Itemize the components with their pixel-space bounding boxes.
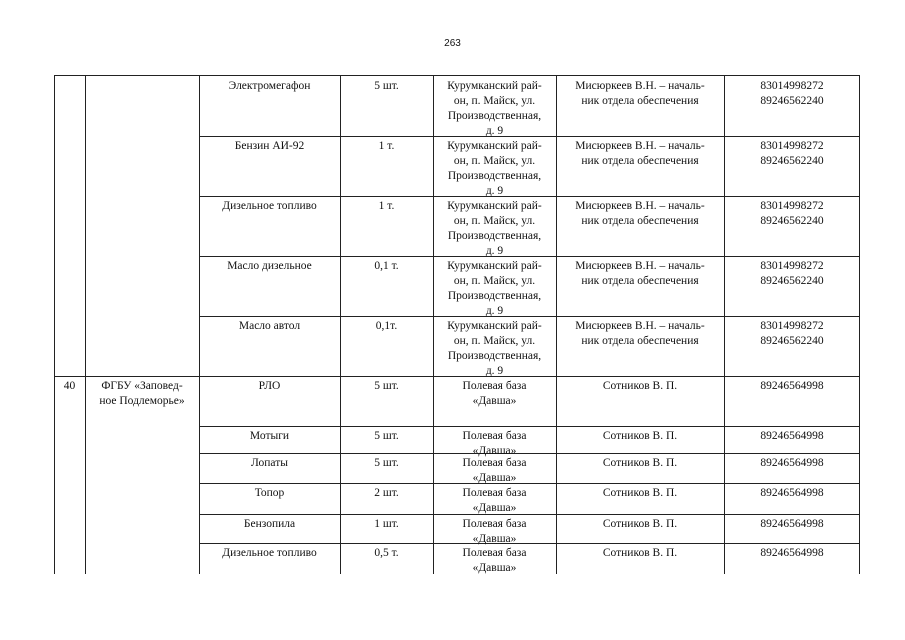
location-cell bbox=[435, 139, 554, 199]
item-name-cell-line: Электромегафон bbox=[228, 80, 311, 92]
location-cell-line: он, п. Майск, ул. bbox=[453, 275, 536, 287]
phone-cell-line: 89246564998 bbox=[760, 457, 824, 469]
location-cell-line: «Давша» bbox=[472, 395, 517, 407]
responsible-person-cell bbox=[558, 319, 722, 349]
responsible-person-cell-line: Сотников В. П. bbox=[602, 518, 678, 530]
responsible-person-cell-line: Сотников В. П. bbox=[602, 457, 678, 469]
phone-cell-line: 89246562240 bbox=[760, 155, 824, 167]
location-cell-line: «Давша» bbox=[472, 472, 517, 484]
item-name-cell-line: Дизельное топливо bbox=[222, 547, 317, 559]
location-cell bbox=[435, 379, 554, 409]
location-cell-line: Курумканский рай- bbox=[447, 140, 542, 152]
location-cell bbox=[435, 517, 554, 547]
responsible-person-cell-line: ник отдела обеспечения bbox=[581, 335, 699, 347]
location-cell-line: д. 9 bbox=[485, 125, 504, 137]
responsible-person-cell bbox=[558, 486, 722, 501]
responsible-person-cell bbox=[558, 429, 722, 444]
phone-cell-line: 89246562240 bbox=[760, 95, 824, 107]
table-vline bbox=[433, 76, 434, 574]
responsible-person-cell bbox=[558, 79, 722, 109]
phone-cell bbox=[726, 429, 858, 444]
responsible-person-cell-line: Мисюркеев В.Н. – началь- bbox=[575, 200, 705, 212]
phone-cell-line: 83014998272 bbox=[760, 320, 824, 332]
phone-cell bbox=[726, 199, 858, 229]
quantity-cell-line: 0,1 т. bbox=[374, 260, 399, 272]
item-name-cell-line: Масло автол bbox=[238, 320, 301, 332]
item-name-cell-line: Лопаты bbox=[251, 457, 288, 469]
quantity-cell-line: 1 шт. bbox=[374, 518, 399, 530]
table-vline bbox=[724, 76, 725, 574]
location-cell-line: д. 9 bbox=[485, 365, 504, 377]
responsible-person-cell-line: ник отдела обеспечения bbox=[581, 215, 699, 227]
table-vline bbox=[54, 76, 55, 574]
quantity-cell-line: 5 шт. bbox=[374, 80, 399, 92]
location-cell-line: д. 9 bbox=[485, 305, 504, 317]
location-cell bbox=[435, 546, 554, 576]
quantity-cell bbox=[342, 429, 431, 444]
location-cell-line: Полевая база bbox=[462, 380, 527, 392]
item-name-cell-line: Мотыги bbox=[249, 430, 290, 442]
quantity-cell-line: 1 т. bbox=[378, 140, 395, 152]
location-cell-line: д. 9 bbox=[485, 185, 504, 197]
location-cell-line: Производственная, bbox=[447, 170, 542, 182]
quantity-cell-line: 5 шт. bbox=[374, 457, 399, 469]
location-cell bbox=[435, 79, 554, 139]
responsible-person-cell bbox=[558, 546, 722, 561]
table-vline bbox=[340, 76, 341, 574]
item-name-cell-line: Топор bbox=[254, 487, 285, 499]
quantity-cell-line: 2 шт. bbox=[374, 487, 399, 499]
item-name-cell bbox=[201, 199, 338, 214]
quantity-cell-line: 5 шт. bbox=[374, 380, 399, 392]
location-cell bbox=[435, 319, 554, 379]
location-cell bbox=[435, 456, 554, 486]
location-cell-line: «Давша» bbox=[472, 445, 517, 457]
location-cell-line: Производственная, bbox=[447, 290, 542, 302]
location-cell-line: Производственная, bbox=[447, 110, 542, 122]
quantity-cell bbox=[342, 199, 431, 214]
item-name-cell bbox=[201, 456, 338, 471]
item-name-cell-line: Бензопила bbox=[243, 518, 296, 530]
quantity-cell bbox=[342, 79, 431, 94]
location-cell bbox=[435, 486, 554, 516]
item-name-cell-line: Дизельное топливо bbox=[222, 200, 317, 212]
phone-cell-line: 89246564998 bbox=[760, 547, 824, 559]
phone-cell bbox=[726, 139, 858, 169]
org-name-line: ное Подлеморье» bbox=[99, 395, 185, 407]
phone-cell bbox=[726, 259, 858, 289]
location-cell-line: Полевая база bbox=[462, 430, 527, 442]
quantity-cell bbox=[342, 259, 431, 274]
responsible-person-cell-line: Мисюркеев В.Н. – началь- bbox=[575, 320, 705, 332]
table-hline bbox=[199, 426, 860, 427]
item-name-cell bbox=[201, 546, 338, 561]
quantity-cell bbox=[342, 319, 431, 334]
phone-cell-line: 89246564998 bbox=[760, 487, 824, 499]
location-cell-line: он, п. Майск, ул. bbox=[453, 335, 536, 347]
item-name-cell bbox=[201, 486, 338, 501]
phone-cell-line: 83014998272 bbox=[760, 260, 824, 272]
phone-cell-line: 89246562240 bbox=[760, 215, 824, 227]
quantity-cell bbox=[342, 546, 431, 561]
location-cell-line: Полевая база bbox=[462, 457, 527, 469]
item-name-cell bbox=[201, 429, 338, 444]
resources-table bbox=[54, 75, 860, 574]
quantity-cell bbox=[342, 486, 431, 501]
responsible-person-cell-line: Мисюркеев В.Н. – началь- bbox=[575, 260, 705, 272]
quantity-cell-line: 5 шт. bbox=[374, 430, 399, 442]
responsible-person-cell bbox=[558, 139, 722, 169]
phone-cell bbox=[726, 456, 858, 471]
responsible-person-cell-line: ник отдела обеспечения bbox=[581, 275, 699, 287]
location-cell-line: он, п. Майск, ул. bbox=[453, 215, 536, 227]
responsible-person-cell-line: Сотников В. П. bbox=[602, 487, 678, 499]
location-cell-line: д. 9 bbox=[485, 245, 504, 257]
item-name-cell bbox=[201, 319, 338, 334]
responsible-person-cell bbox=[558, 259, 722, 289]
table-vline bbox=[199, 76, 200, 574]
responsible-person-cell-line: ник отдела обеспечения bbox=[581, 155, 699, 167]
location-cell-line: Курумканский рай- bbox=[447, 320, 542, 332]
quantity-cell-line: 0,1т. bbox=[375, 320, 398, 332]
responsible-person-cell-line: Мисюркеев В.Н. – началь- bbox=[575, 140, 705, 152]
location-cell-line: Производственная, bbox=[447, 350, 542, 362]
location-cell-line: он, п. Майск, ул. bbox=[453, 155, 536, 167]
responsible-person-cell-line: Мисюркеев В.Н. – началь- bbox=[575, 80, 705, 92]
location-cell-line: он, п. Майск, ул. bbox=[453, 95, 536, 107]
phone-cell-line: 89246562240 bbox=[760, 335, 824, 347]
location-cell-line: Полевая база bbox=[462, 518, 527, 530]
quantity-cell bbox=[342, 379, 431, 394]
location-cell bbox=[435, 199, 554, 259]
item-name-cell bbox=[201, 379, 338, 394]
quantity-cell-line: 0,5 т. bbox=[374, 547, 399, 559]
org-number-cell bbox=[56, 379, 83, 394]
item-name-cell bbox=[201, 259, 338, 274]
responsible-person-cell-line: Сотников В. П. bbox=[602, 547, 678, 559]
phone-cell bbox=[726, 79, 858, 109]
phone-cell-line: 89246564998 bbox=[760, 430, 824, 442]
phone-cell bbox=[726, 486, 858, 501]
item-name-cell bbox=[201, 139, 338, 154]
responsible-person-cell bbox=[558, 456, 722, 471]
responsible-person-cell bbox=[558, 199, 722, 229]
phone-cell-line: 83014998272 bbox=[760, 140, 824, 152]
quantity-cell bbox=[342, 456, 431, 471]
quantity-cell-line: 1 т. bbox=[378, 200, 395, 212]
phone-cell-line: 89246562240 bbox=[760, 275, 824, 287]
phone-cell bbox=[726, 546, 858, 561]
table-vline bbox=[859, 76, 860, 574]
item-name-cell bbox=[201, 79, 338, 94]
org-name-cell bbox=[87, 379, 197, 409]
phone-cell-line: 83014998272 bbox=[760, 200, 824, 212]
location-cell-line: Курумканский рай- bbox=[447, 80, 542, 92]
phone-cell-line: 83014998272 bbox=[760, 80, 824, 92]
location-cell-line: «Давша» bbox=[472, 562, 517, 574]
item-name-cell-line: РЛО bbox=[258, 380, 281, 392]
quantity-cell bbox=[342, 517, 431, 532]
responsible-person-cell-line: Сотников В. П. bbox=[602, 430, 678, 442]
location-cell-line: «Давша» bbox=[472, 502, 517, 514]
phone-cell bbox=[726, 319, 858, 349]
location-cell-line: Полевая база bbox=[462, 547, 527, 559]
location-cell-line: Курумканский рай- bbox=[447, 260, 542, 272]
location-cell bbox=[435, 429, 554, 459]
responsible-person-cell bbox=[558, 379, 722, 394]
table-vline bbox=[85, 76, 86, 574]
org-name-line: ФГБУ «Заповед- bbox=[101, 380, 183, 392]
location-cell-line: Курумканский рай- bbox=[447, 200, 542, 212]
phone-cell-line: 89246564998 bbox=[760, 380, 824, 392]
responsible-person-cell-line: ник отдела обеспечения bbox=[581, 95, 699, 107]
item-name-cell-line: Масло дизельное bbox=[227, 260, 312, 272]
phone-cell-line: 89246564998 bbox=[760, 518, 824, 530]
responsible-person-cell-line: Сотников В. П. bbox=[602, 380, 678, 392]
item-name-cell bbox=[201, 517, 338, 532]
location-cell-line: Производственная, bbox=[447, 230, 542, 242]
phone-cell bbox=[726, 379, 858, 394]
location-cell-line: «Давша» bbox=[472, 533, 517, 545]
table-vline bbox=[556, 76, 557, 574]
org-number-cell-line: 40 bbox=[63, 380, 76, 392]
responsible-person-cell bbox=[558, 517, 722, 532]
page-number: 263 bbox=[444, 38, 461, 49]
phone-cell bbox=[726, 517, 858, 532]
quantity-cell bbox=[342, 139, 431, 154]
location-cell-line: Полевая база bbox=[462, 487, 527, 499]
item-name-cell-line: Бензин АИ-92 bbox=[234, 140, 305, 152]
location-cell bbox=[435, 259, 554, 319]
